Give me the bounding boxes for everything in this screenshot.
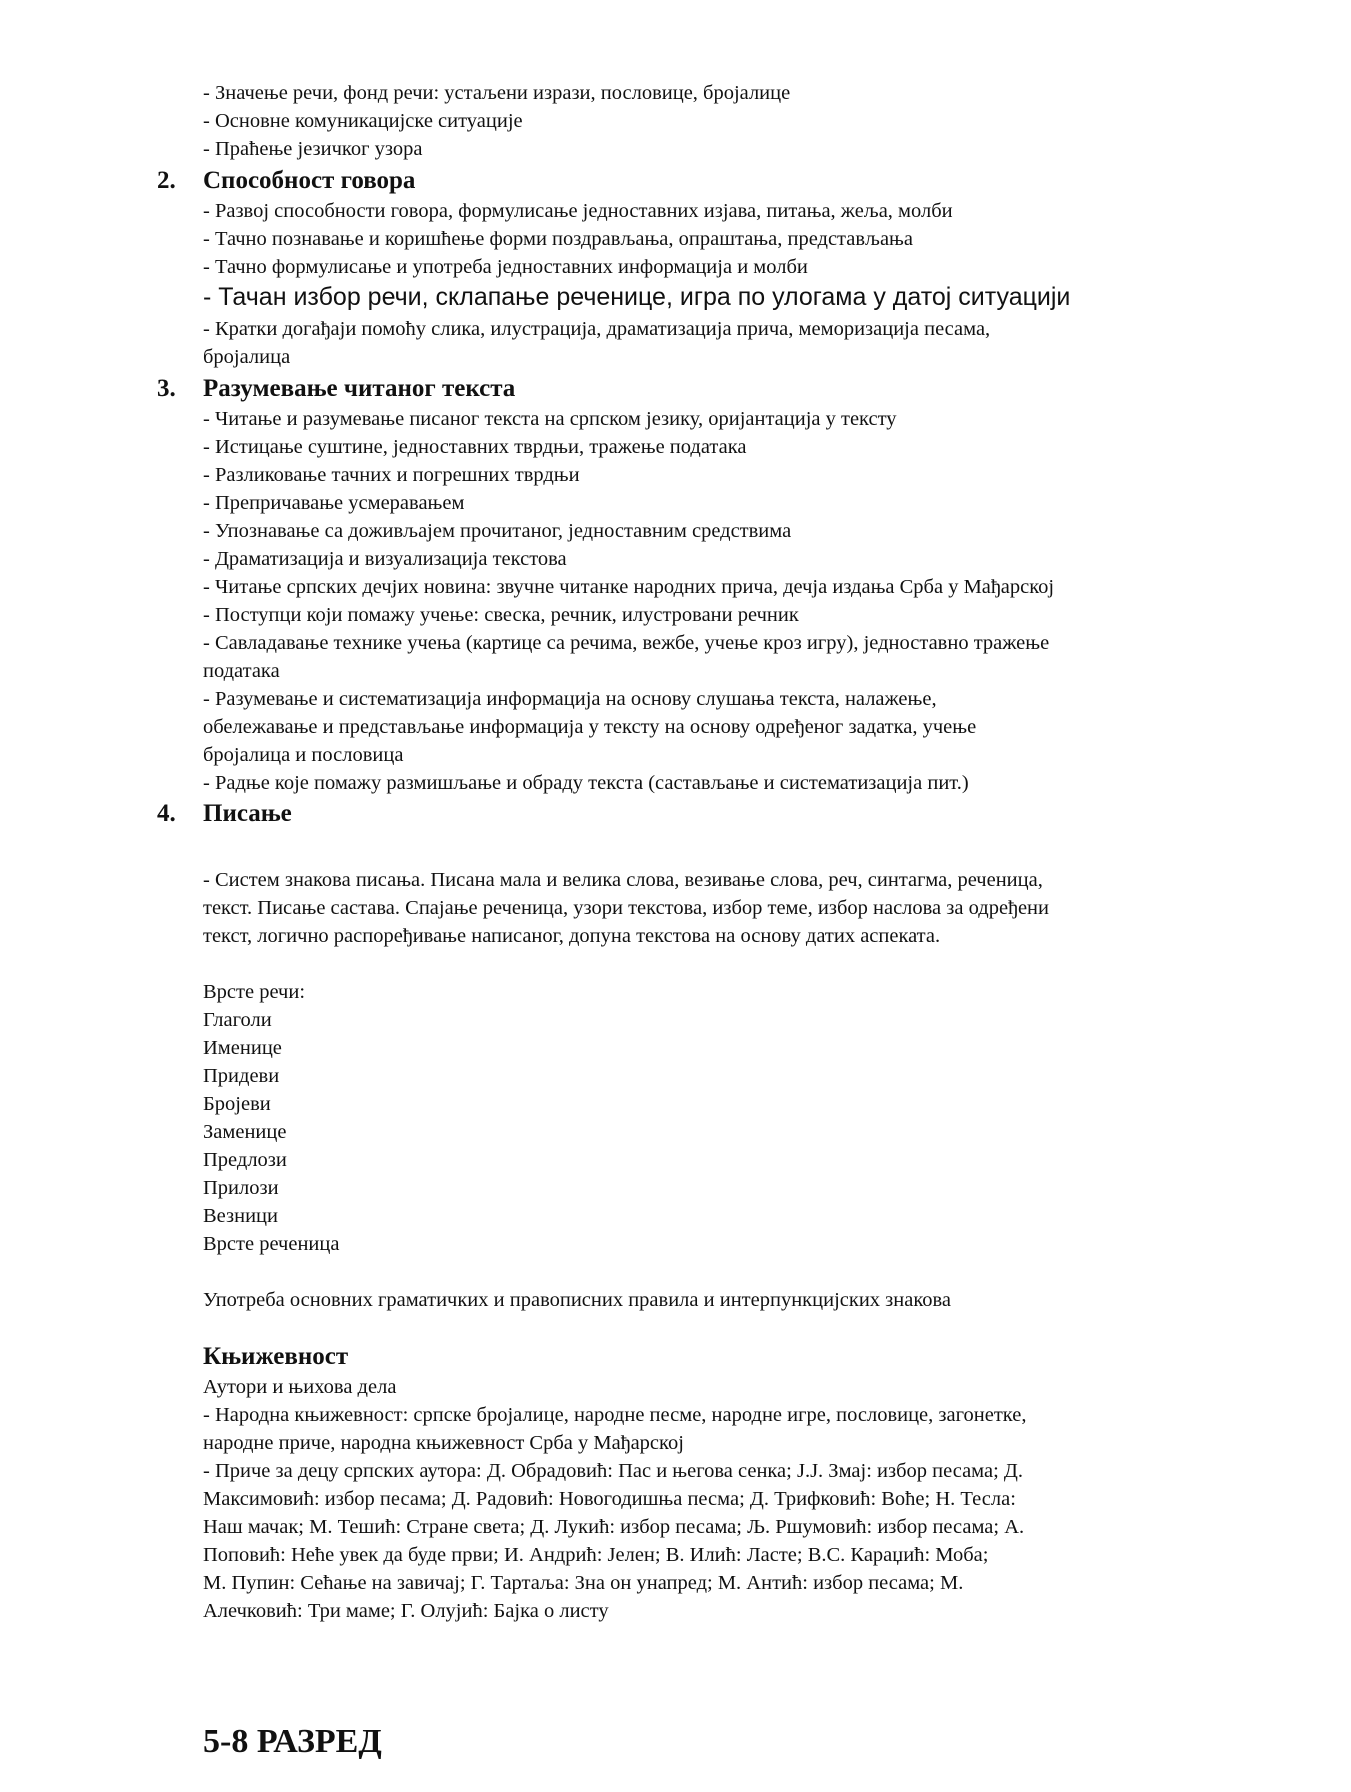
section-title: Писање	[203, 800, 292, 827]
section-line: - Тачно познавање и коришћење форми поздрављања, опраштања, представљања	[203, 228, 913, 250]
section-heading-speaking	[157, 165, 757, 197]
section-line: - Драматизација и визуализација текстова	[203, 548, 567, 570]
section-line: - Читање српских дечјих новина: звучне читанке народних прича, дечја издања Срба у Мађарској	[203, 576, 1055, 598]
word-type-item: Глаголи	[203, 1009, 272, 1031]
intro-line: - Праћење језичког узора	[203, 138, 423, 160]
section-title: Способност говора	[203, 167, 416, 194]
section-line: - Тачно формулисање и употреба једноставних информација и молби	[203, 256, 808, 278]
word-type-item: Предлози	[203, 1149, 287, 1171]
section-line: - Разликовање тачних и погрешних тврдњи	[203, 464, 580, 486]
paragraph-line: - Систем знакова писања. Писана мала и велика слова, везивање слова, реч, синтагма, реченица,	[203, 869, 1043, 891]
literature-line: народне приче, народна књижевност Срба у Мађарској	[203, 1432, 684, 1454]
literature-line: М. Пупин: Сећање на завичај; Г. Тартаља: Зна он унапред; М. Антић: избор песама; М.	[203, 1572, 964, 1594]
section-heading-writing	[157, 798, 557, 830]
section-line: - Кратки догађаји помоћу слика, илустрација, драматизација прича, меморизација песама,	[203, 318, 991, 340]
word-type-item: Заменице	[203, 1121, 287, 1143]
section-line: - Истицање суштине, једноставних тврдњи, тражење података	[203, 436, 747, 458]
word-type-item: Врсте реченица	[203, 1233, 340, 1255]
word-types-label: Врсте речи:	[203, 981, 306, 1003]
literature-line: Аутори и њихова дела	[203, 1376, 397, 1398]
section-number: 4.	[157, 800, 176, 827]
paragraph-line: текст. Писање састава. Спајање реченица, узори текстова, избор теме, избор наслова за одређени	[203, 897, 1049, 919]
section-line-large: - Тачан избор речи, склапање реченице, игра по улогама у датој ситуацији	[203, 283, 1071, 311]
section-line: обележавање и представљање информација у тексту на основу одређеног задатка, учење	[203, 716, 977, 738]
section-line: - Радње које помажу размишљање и обраду текста (састављање и систематизација пит.)	[203, 772, 969, 794]
grade-heading: 5-8 РАЗРЕД	[203, 1723, 382, 1760]
section-number: 3.	[157, 375, 176, 402]
literature-line: Поповић: Неће увек да буде први; И. Андрић: Јелен; В. Илић: Ласте; В.С. Караџић: Моба;	[203, 1544, 989, 1566]
literature-heading: Књижевност	[203, 1343, 349, 1370]
word-type-item: Везници	[203, 1205, 279, 1227]
section-number: 2.	[157, 167, 176, 194]
word-type-item: Бројеви	[203, 1093, 271, 1115]
literature-line: Максимовић: избор песама; Д. Радовић: Новогодишња песма; Д. Трифковић: Воће; Н. Тесла:	[203, 1488, 1016, 1510]
word-type-item: Прилози	[203, 1177, 279, 1199]
section-line: - Читање и разумевање писаног текста на српском језику, оријантација у тексту	[203, 408, 897, 430]
literature-line: - Народна књижевност: српске бројалице, народне песме, народне игре, пословице, загонетке,	[203, 1404, 1027, 1426]
section-title: Разумевање читаног текста	[203, 375, 516, 402]
section-line: бројалица и пословица	[203, 744, 404, 766]
literature-line: Наш мачак; М. Тешић: Стране света; Д. Лукић: избор песама; Љ. Ршумовић: избор песама; А.	[203, 1516, 1025, 1538]
section-line: - Упознавање са доживљајем прочитаног, једноставним средствима	[203, 520, 792, 542]
section-line: - Савладавање технике учења (картице са речима, вежбе, учење кроз игру), једноставно тражење	[203, 632, 1050, 654]
section-heading-reading	[157, 373, 857, 405]
section-line: - Разумевање и систематизација информација на основу слушања текста, налажење,	[203, 688, 937, 710]
paragraph-line: текст, логично распоређивање написаног, допуна текстова на основу датих аспеката.	[203, 925, 941, 947]
section-line: - Развој способности говора, формулисање једноставних изјава, питања, жеља, молби	[203, 200, 953, 222]
intro-line: - Основне комуникацијске ситуације	[203, 110, 523, 132]
grammar-line: Употреба основних граматичких и правописних правила и интерпункцијских знакова	[203, 1289, 952, 1311]
word-type-item: Придеви	[203, 1065, 280, 1087]
section-line: - Препричавање усмеравањем	[203, 492, 465, 514]
literature-line: - Приче за децу српских аутора: Д. Обрадовић: Пас и његова сенка; Ј.Ј. Змај: избор песама; Д.	[203, 1460, 1024, 1482]
intro-line: - Значење речи, фонд речи: устаљени изрази, пословице, бројалице	[203, 82, 791, 104]
section-line: података	[203, 660, 280, 682]
section-line: бројалица	[203, 346, 291, 368]
literature-line: Алечковић: Три маме; Г. Олујић: Бајка о листу	[203, 1600, 609, 1622]
word-type-item: Именице	[203, 1037, 282, 1059]
section-line: - Поступци који помажу учење: свеска, речник, илустровани речник	[203, 604, 799, 626]
